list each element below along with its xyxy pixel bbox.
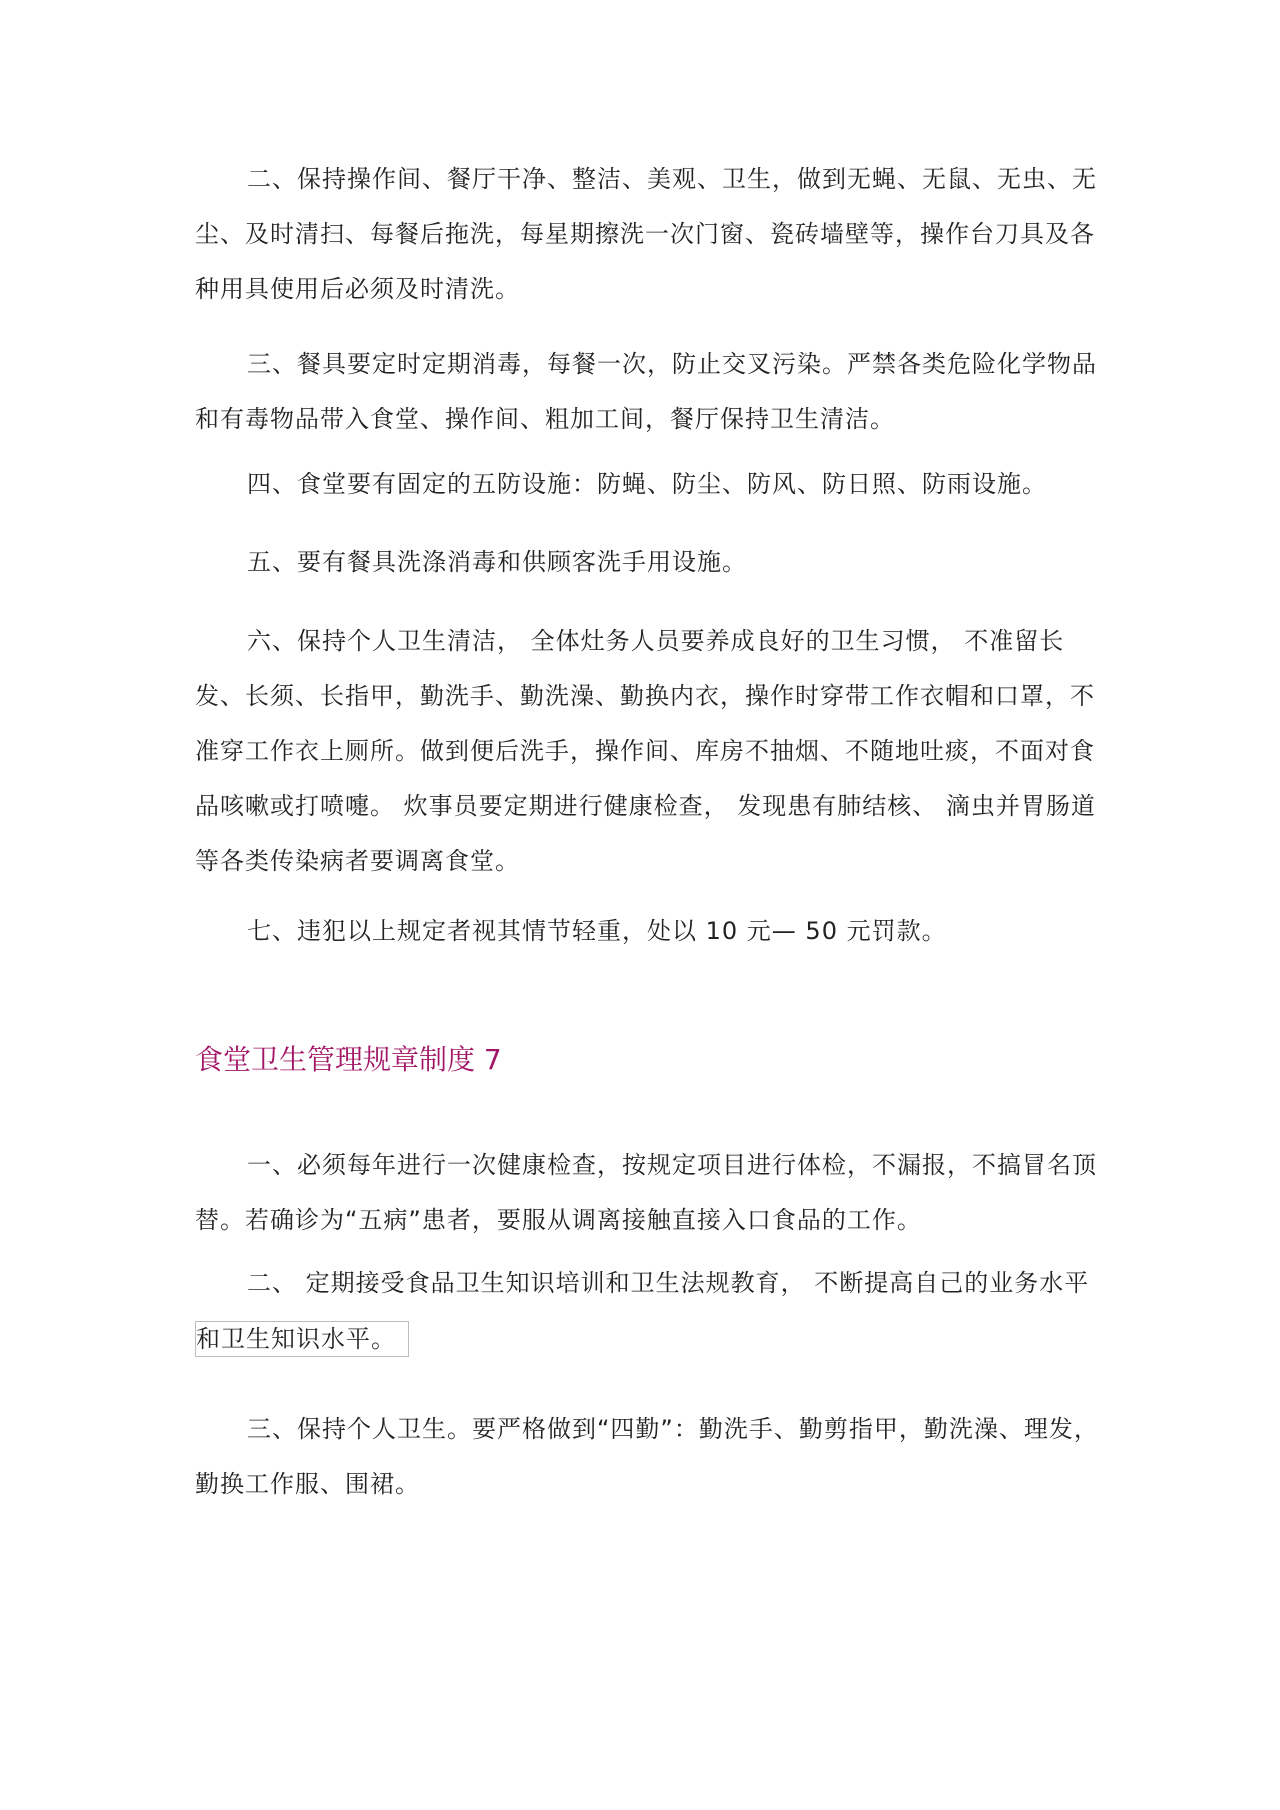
paragraph-6-2: 二、保持操作间、餐厅干净、整洁、美观、卫生，做到无蝇、无鼠、无虫、无尘、及时清扫、每餐后拖洗，每星期擦洗一次门窗、瓷砖墙壁等，操作台刀具及各种用具使用后必须及时清洗。	[195, 165, 1097, 303]
paragraph-6-5: 五、要有餐具洗涤消毒和供顾客洗手用设施。	[247, 548, 747, 576]
paragraph-7-2-line2-boxed: 和卫生知识水平。	[195, 1321, 409, 1357]
section-heading: 食堂卫生管理规章制度 7	[195, 1043, 502, 1076]
paragraph-7-3: 三、保持个人卫生。要严格做到“四勤”：勤洗手、勤剪指甲，勤洗澡、理发，勤换工作服、围裙。	[195, 1415, 1099, 1498]
paragraph-7-1: 一、必须每年进行一次健康检查，按规定项目进行体检，不漏报，不搞冒名顶替。若确诊为“五病”患者，要服从调离接触直接入口食品的工作。	[195, 1151, 1097, 1234]
paragraph-7-2	[195, 1256, 1100, 1366]
paragraph-6-6: 六、保持个人卫生清洁， 全体灶务人员要养成良好的卫生习惯， 不准留长发、长须、长指甲，勤洗手、勤洗澡、勤换内衣，操作时穿带工作衣帽和口罩，不准穿工作衣上厕所。做到便后洗手，操作间、库房不抽烟、不随地吐痰，不面对食品咳嗽或打喷嚏。 炊事员要定期进行健康检查， 发现患有肺结核、 滴虫并胃肠道等各类传染病者要调离食堂。	[195, 627, 1096, 875]
paragraph-6-7: 七、违犯以上规定者视其情节轻重，处以 10 元— 50 元罚款。	[247, 917, 947, 945]
paragraph-6-3: 三、餐具要定时定期消毒，每餐一次，防止交叉污染。严禁各类危险化学物品和有毒物品带入食堂、操作间、粗加工间，餐厅保持卫生清洁。	[195, 350, 1097, 433]
paragraph-7-2-line1: 二、 定期接受食品卫生知识培训和卫生法规教育， 不断提高自己的业务水平	[247, 1269, 1090, 1297]
paragraph-6-4: 四、食堂要有固定的五防设施：防蝇、防尘、防风、防日照、防雨设施。	[247, 470, 1047, 498]
